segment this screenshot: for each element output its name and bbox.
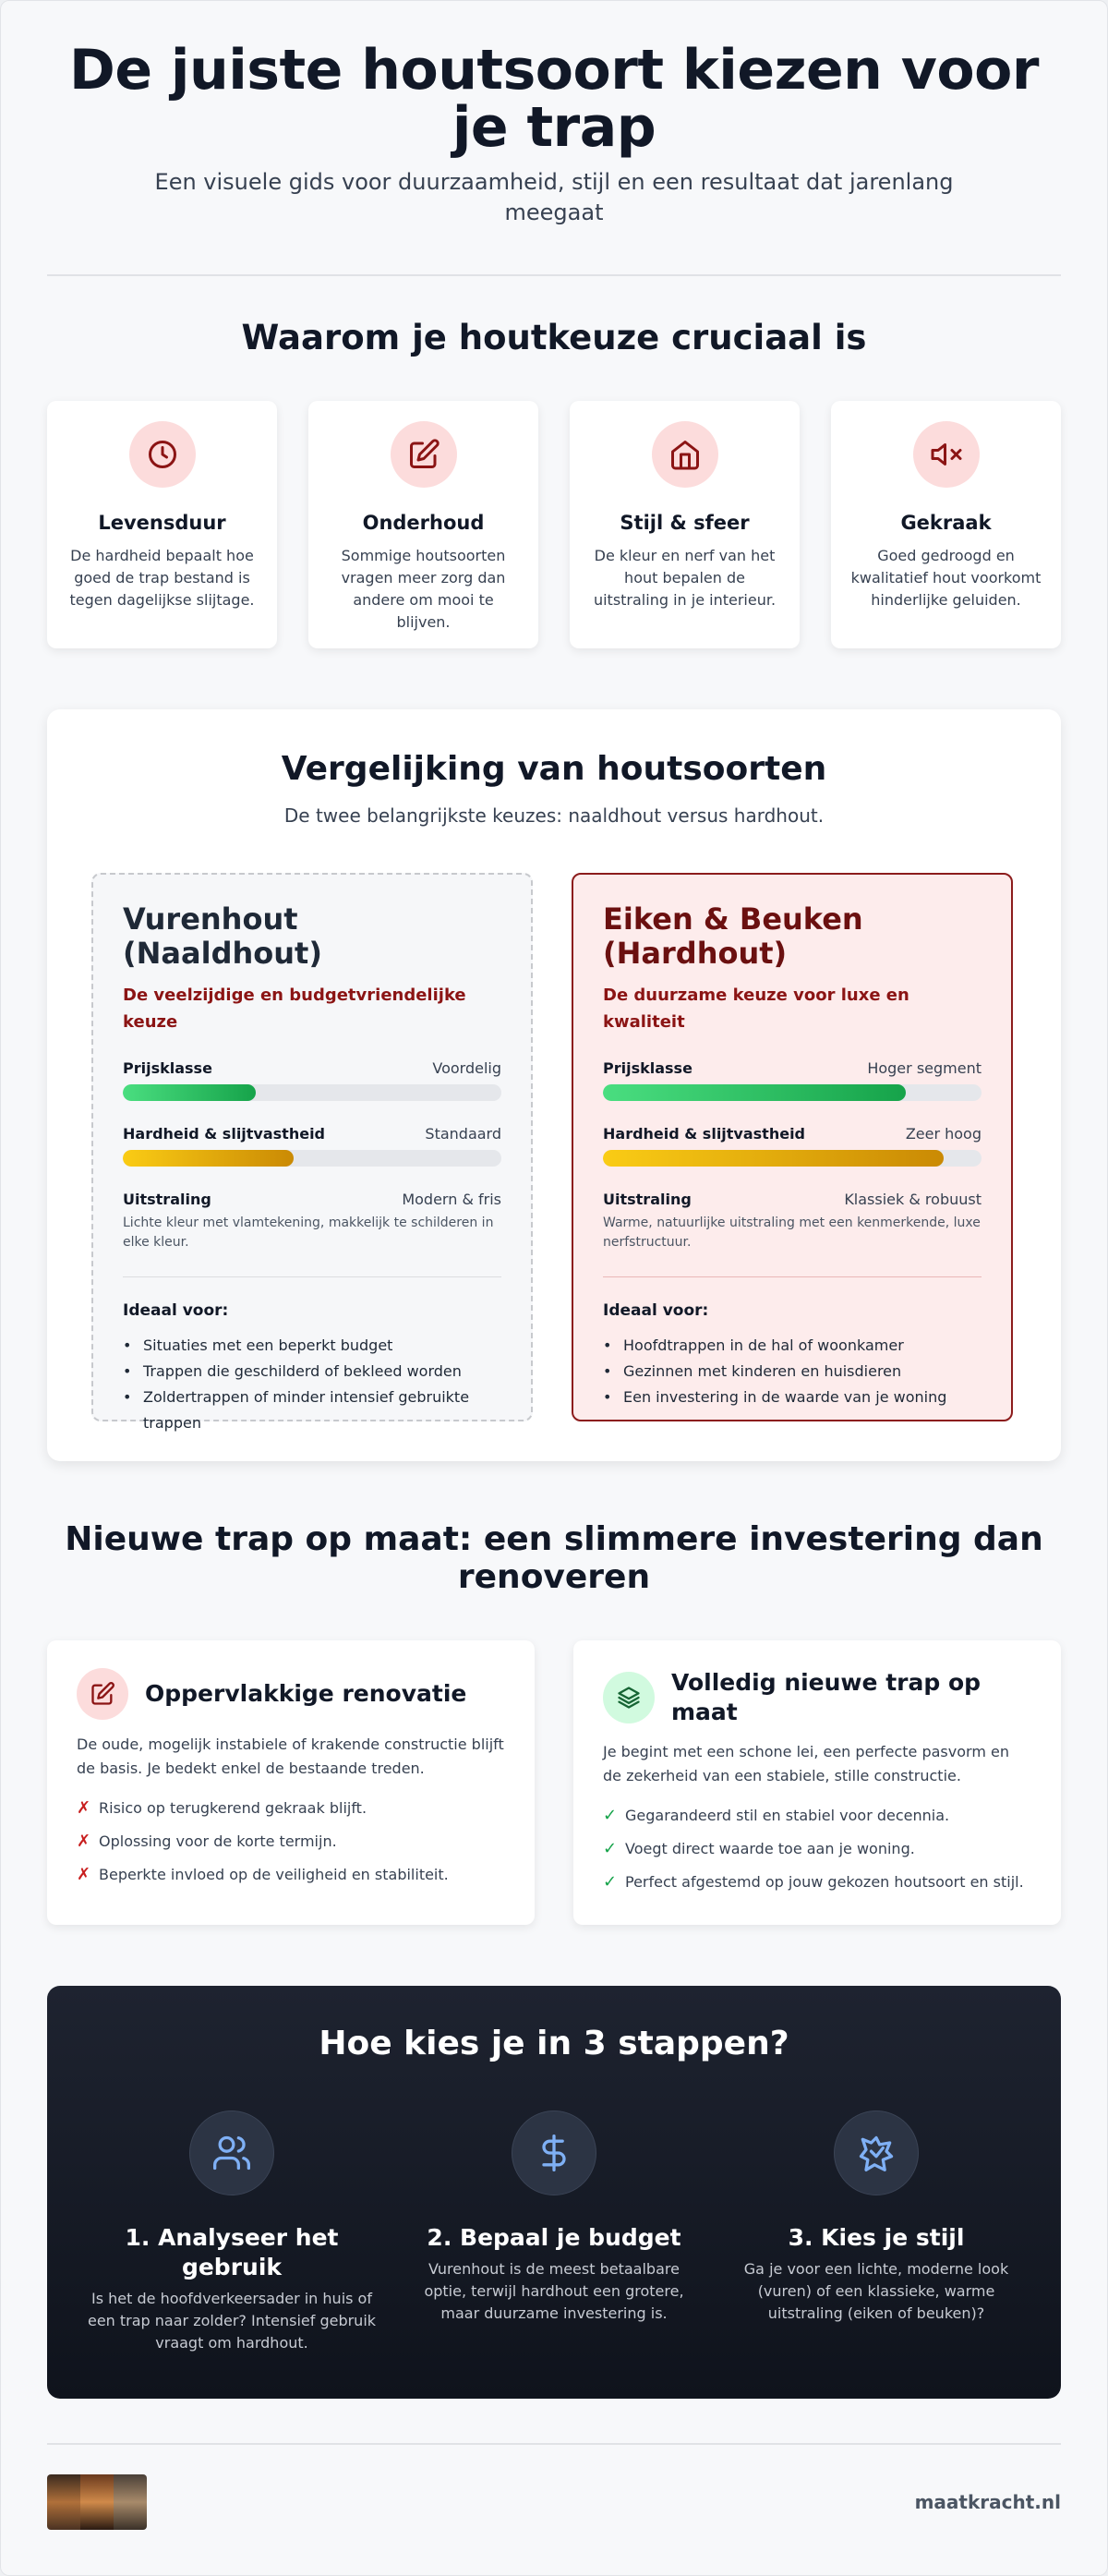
ideal-heading: Ideaal voor: (123, 1301, 229, 1320)
stair-photo-thumbnails (47, 2474, 147, 2530)
step-title: 2. Bepaal je budget (427, 2224, 681, 2251)
metric-label: Prijsklasse (603, 1059, 692, 1077)
why-card-title: Levensduur (98, 512, 226, 534)
users-icon (189, 2110, 274, 2195)
step-text: Vurenhout is de meest betaalbare optie, terwijl hardhout een grotere, maar duurzame investering is. (424, 2260, 684, 2322)
metric-label: Uitstraling (603, 1191, 692, 1208)
comparison-subtitle: De twee belangrijkste keuzes: naaldhout versus hardhout. (283, 804, 825, 827)
check-icon: ✓ (603, 1872, 618, 1892)
list-item (77, 1858, 505, 1892)
page-title: De juiste houtsoort kiezen voor je trap (69, 38, 1039, 160)
check-icon: ✓ (603, 1806, 618, 1825)
divider (47, 274, 1061, 276)
list-item: • Situaties met een beperkt budget (123, 1333, 501, 1359)
steps-title: Hoe kies je in 3 stappen? (319, 2025, 789, 2062)
metric-value: Hoger segment (867, 1059, 982, 1077)
new-stair-card (573, 1640, 1061, 1925)
footer (47, 2474, 1061, 2530)
why-card-text: De hardheid bepaalt hoe goed de trap bestand is tegen dagelijkse slijtage. (69, 547, 255, 609)
hardness-bar-fill (123, 1150, 294, 1167)
list-item: • Zoldertrappen of minder intensief gebruikte trappen (123, 1385, 501, 1436)
list-item (77, 1792, 505, 1825)
layers-icon (603, 1672, 655, 1723)
price-bar-fill (123, 1084, 256, 1101)
edit-icon (391, 421, 457, 488)
dollar-icon (512, 2110, 596, 2195)
price-bar (123, 1084, 501, 1101)
metric-label: Prijsklasse (123, 1059, 212, 1077)
why-card-text: De kleur en nerf van het hout bepalen de uitstraling in je interieur. (593, 547, 777, 609)
palette-icon (834, 2110, 919, 2195)
ideal-list (123, 1333, 501, 1436)
ideal-heading: Ideaal voor: (603, 1301, 709, 1320)
clock-icon (129, 421, 196, 488)
metric-label: Uitstraling (123, 1191, 211, 1208)
hardwood-look-metric (603, 1191, 982, 1252)
why-card-onderhoud (308, 401, 538, 648)
renovation-title: Oppervlakkige renovatie (145, 1680, 467, 1707)
look-description: Warme, natuurlijke uitstraling met een kenmerkende, luxe nerfstructuur. (603, 1215, 981, 1250)
divider (603, 1276, 982, 1277)
point-text: Oplossing voor de korte termijn. (99, 1832, 337, 1850)
new-stair-card-title: Volledig nieuwe trap op maat (671, 1669, 982, 1725)
ideal-list (603, 1333, 982, 1410)
metric-value: Modern & fris (402, 1191, 501, 1208)
cross-icon: ✗ (77, 1798, 91, 1818)
softwood-card (91, 873, 533, 1432)
hardness-bar-fill (603, 1150, 944, 1167)
point-text: Gegarandeerd stil en stabiel voor decennia. (625, 1807, 950, 1824)
cross-icon: ✗ (77, 1832, 91, 1851)
list-item: • Gezinnen met kinderen en huisdieren (603, 1359, 982, 1385)
list-item (603, 1832, 1031, 1866)
point-text: Risico op terugkerend gekraak blijft. (99, 1799, 367, 1817)
new-stair-section (47, 1520, 1061, 1925)
comparison-section (47, 709, 1061, 1461)
divider (47, 2443, 1061, 2445)
why-card-stijl (570, 401, 800, 648)
why-card-text: Goed gedroogd en kwalitatief hout voorkomt hinderlijke geluiden. (850, 547, 1042, 609)
why-card-text: Sommige houtsoorten vragen meer zorg dan andere om mooi te blijven. (341, 547, 506, 631)
step-title: 3. Kies je stijl (788, 2224, 965, 2251)
new-stair-points (603, 1799, 1031, 1899)
list-item: • Trappen die geschilderd of bekleed worden (123, 1359, 501, 1385)
edit-icon (77, 1668, 128, 1720)
metric-value: Klassiek & robuust (844, 1191, 982, 1208)
softwood-look-metric (123, 1191, 501, 1252)
site-name[interactable]: maatkracht.nl (914, 2491, 1061, 2513)
hardwood-title: Eiken & Beuken (Hardhout) (603, 901, 863, 971)
hardness-bar (123, 1150, 501, 1167)
step-2 (406, 2110, 702, 2354)
hardwood-tagline: De duurzame keuze voor luxe en kwaliteit (603, 986, 909, 1032)
step-title: 1. Analyseer het gebruik (125, 2224, 339, 2280)
hardwood-hardness-metric (603, 1125, 982, 1167)
price-bar (603, 1084, 982, 1101)
softwood-hardness-metric (123, 1125, 501, 1167)
softwood-price-metric (123, 1059, 501, 1101)
point-text: Voegt direct waarde toe aan je woning. (625, 1840, 915, 1857)
list-item: • Een investering in de waarde van je woning (603, 1385, 982, 1410)
metric-label: Hardheid & slijtvastheid (603, 1125, 806, 1143)
point-text: Perfect afgestemd op jouw gekozen houtsoort en stijl. (625, 1873, 1024, 1891)
new-stair-description: Je begint met een schone lei, een perfecte pasvorm en de zekerheid van een stabiele, stille constructie. (603, 1743, 1009, 1784)
softwood-tagline: De veelzijdige en budgetvriendelijke keuze (123, 986, 466, 1032)
list-item: • Hoofdtrappen in de hal of woonkamer (603, 1333, 982, 1359)
why-card-title: Onderhoud (362, 512, 485, 534)
list-item (603, 1866, 1031, 1899)
list-item (603, 1799, 1031, 1832)
metric-value: Standaard (425, 1125, 501, 1143)
home-icon (652, 421, 718, 488)
volume-off-icon (913, 421, 980, 488)
why-title: Waarom je houtkeuze cruciaal is (241, 318, 867, 357)
step-text: Ga je voor een lichte, moderne look (vuren) of een klassieke, warme uitstraling (eiken of beuken)? (743, 2260, 1009, 2322)
check-icon: ✓ (603, 1839, 618, 1858)
price-bar-fill (603, 1084, 906, 1101)
page-subtitle: Een visuele gids voor duurzaamheid, stijl en een resultaat dat jarenlang meegaat (154, 169, 954, 225)
hero (47, 1, 1061, 228)
new-stair-title: Nieuwe trap op maat: een slimmere investering dan renoveren (65, 1520, 1043, 1596)
hardwood-price-metric (603, 1059, 982, 1101)
cross-icon: ✗ (77, 1865, 91, 1884)
point-text: Beperkte invloed op de veiligheid en stabiliteit. (99, 1866, 449, 1883)
list-item (77, 1825, 505, 1858)
look-description: Lichte kleur met vlamtekening, makkelijk te schilderen in elke kleur. (123, 1215, 494, 1250)
step-text: Is het de hoofdverkeersader in huis of een trap naar zolder? Intensief gebruik vraagt om hardhout. (87, 2290, 377, 2352)
metric-value: Zeer hoog (905, 1125, 982, 1143)
why-card-title: Gekraak (900, 512, 992, 534)
why-card-levensduur (47, 401, 277, 648)
renovation-points (77, 1792, 505, 1892)
renovation-card (47, 1640, 535, 1925)
divider (123, 1276, 501, 1277)
why-section (47, 318, 1061, 648)
softwood-title: Vurenhout (Naaldhout) (123, 901, 322, 971)
why-card-gekraak (831, 401, 1061, 648)
metric-value: Voordelig (432, 1059, 501, 1077)
comparison-title: Vergelijking van houtsoorten (281, 750, 827, 788)
renovation-description: De oude, mogelijk instabiele of krakende constructie blijft de basis. Je bedekt enkel de bestaande treden. (77, 1735, 504, 1777)
metric-label: Hardheid & slijtvastheid (123, 1125, 326, 1143)
hardwood-card (572, 873, 1013, 1421)
hardness-bar (603, 1150, 982, 1167)
step-1 (84, 2110, 379, 2354)
why-card-title: Stijl & sfeer (620, 512, 750, 534)
step-3 (729, 2110, 1024, 2354)
steps-section (47, 1986, 1061, 2399)
